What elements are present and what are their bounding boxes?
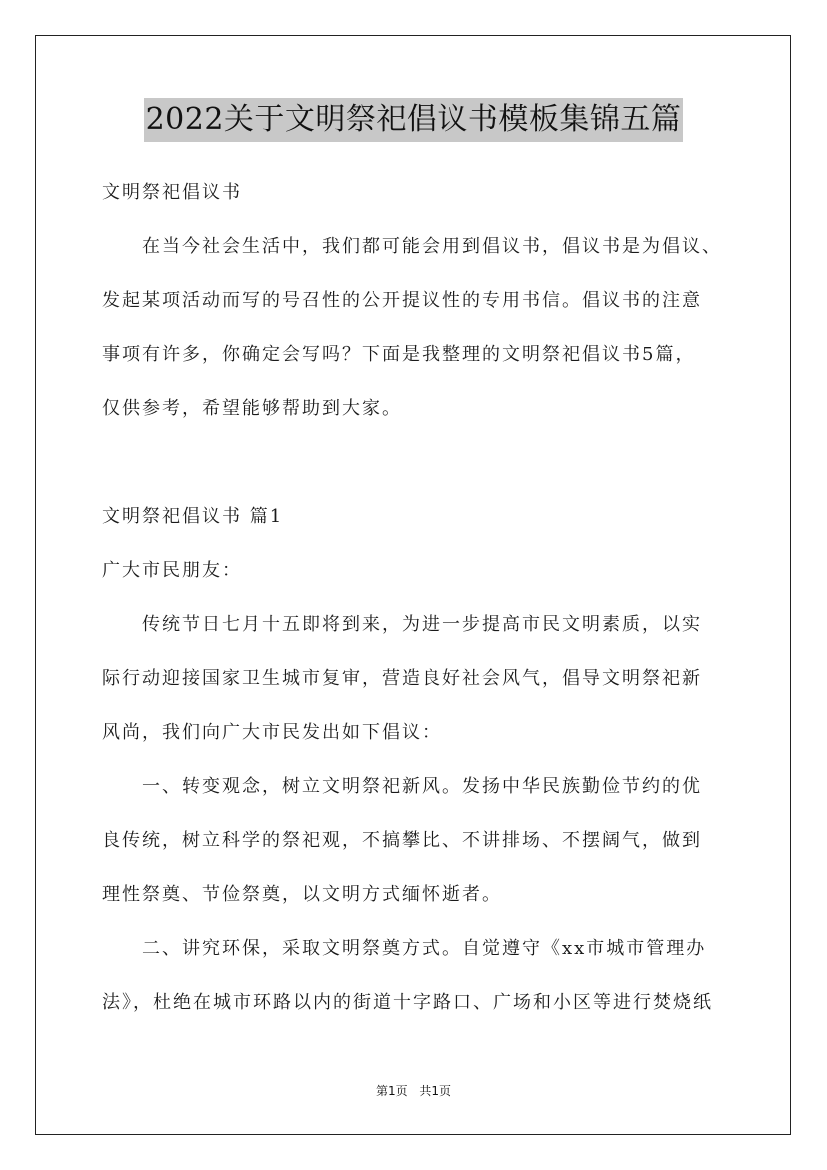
section-heading: 文明祭祀倡议书 篇1 (102, 506, 284, 527)
document-title: 2022关于文明祭祀倡议书模板集锦五篇 (144, 98, 684, 142)
paragraph-line: 仅供参考，希望能够帮助到大家。 (102, 398, 402, 419)
page-footer (0, 1082, 827, 1099)
paragraph-line: 一、转变观念，树立文明祭祀新风。发扬中华民族勤俭节约的优 (102, 776, 702, 797)
paragraph-line: 法》，杜绝在城市环路以内的街道十字路口、广场和小区等进行焚烧纸 (102, 992, 713, 1013)
paragraph-line: 发起某项活动而写的号召性的公开提议性的专用书信。倡议书的注意 (102, 290, 702, 311)
title-container (0, 98, 827, 142)
paragraph-line: 在当今社会生活中，我们都可能会用到倡议书，倡议书是为倡议、 (102, 236, 722, 257)
page-number-total: 共1页 (419, 1084, 452, 1098)
paragraph-line: 二、讲究环保，采取文明祭奠方式。自觉遵守《xx市城市管理办 (102, 938, 707, 959)
salutation: 广大市民朋友： (102, 560, 242, 581)
paragraph-line: 际行动迎接国家卫生城市复审，营造良好社会风气，倡导文明祭祀新 (102, 668, 702, 689)
section-heading: 文明祭祀倡议书 (102, 182, 242, 203)
paragraph-line: 良传统，树立科学的祭祀观，不搞攀比、不讲排场、不摆阔气，做到 (102, 830, 702, 851)
paragraph-line: 理性祭奠、节俭祭奠，以文明方式缅怀逝者。 (102, 884, 502, 905)
paragraph-line: 风尚，我们向广大市民发出如下倡议： (102, 722, 442, 743)
page-number-current: 第1页 (375, 1084, 408, 1098)
paragraph-line: 事项有许多，你确定会写吗？下面是我整理的文明祭祀倡议书5篇， (102, 344, 696, 365)
paragraph-line: 传统节日七月十五即将到来，为进一步提高市民文明素质，以实 (102, 614, 702, 635)
